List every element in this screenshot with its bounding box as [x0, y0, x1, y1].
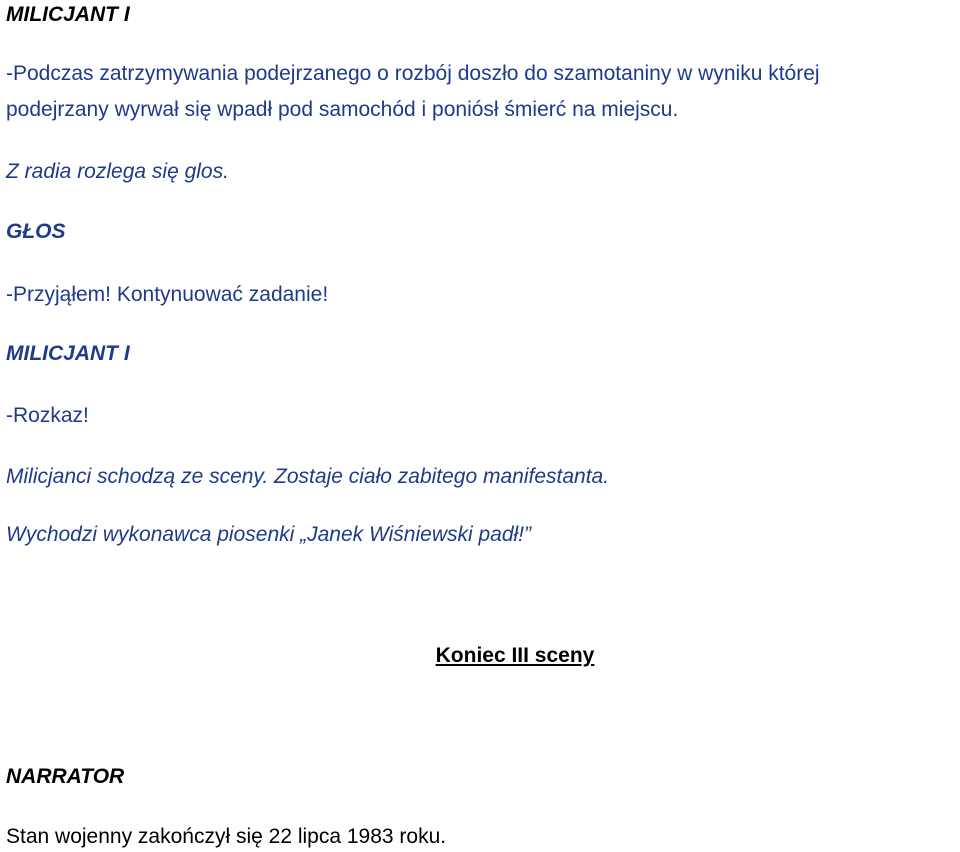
scene-end-heading: Koniec III sceny	[435, 644, 595, 667]
stage-direction-exit: Milicjanci schodzą ze sceny. Zostaje ciało zabitego manifestanta.	[6, 465, 610, 488]
stage-direction-singer: Wychodzi wykonawca piosenki „Janek Wiśniewski padł!”	[6, 523, 532, 546]
dialogue-line-2: -Przyjąłem! Kontynuować zadanie!	[6, 283, 329, 306]
speaker-narrator: NARRATOR	[6, 765, 125, 788]
speaker-milicjant-1: MILICJANT I	[6, 3, 130, 26]
speaker-milicjant-1-second: MILICJANT I	[6, 342, 130, 365]
speaker-glos: GŁOS	[6, 220, 66, 243]
dialogue-line-1b: podejrzany wyrwał się wpadł pod samochód i poniósł śmierć na miejscu.	[6, 98, 679, 121]
dialogue-line-3: -Rozkaz!	[6, 404, 89, 427]
narrator-line: Stan wojenny zakończył się 22 lipca 1983 roku.	[6, 825, 447, 848]
dialogue-line-1a: -Podczas zatrzymywania podejrzanego o rozbój doszło do szamotaniny w wyniku której	[6, 62, 820, 85]
stage-direction-radio: Z radia rozlega się glos.	[6, 160, 229, 183]
